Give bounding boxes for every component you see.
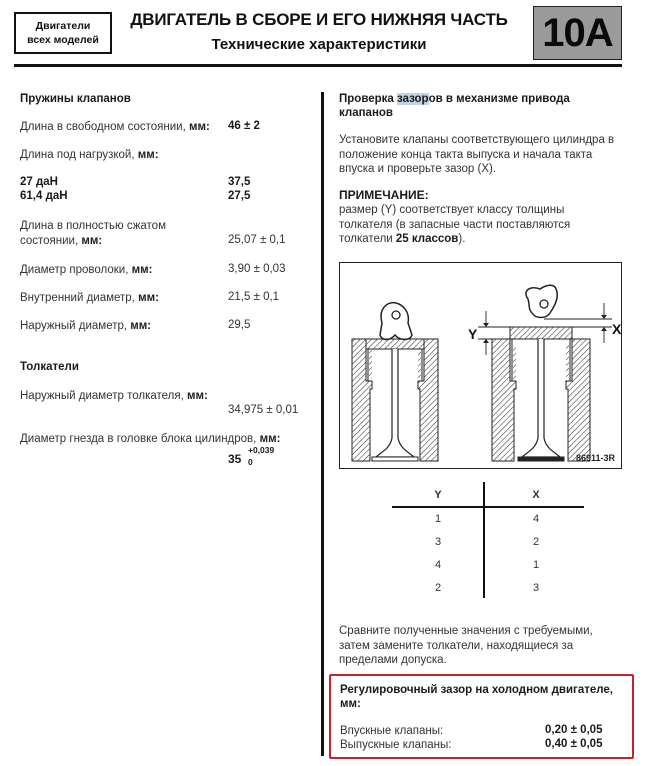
yx-table <box>388 480 588 600</box>
outer-diameter-label: Наружный диаметр, мм: <box>20 320 152 332</box>
table-cell: 3 <box>434 536 442 548</box>
springs-section-title: Пружины клапанов <box>20 93 131 105</box>
note-text: размер (Y) соответствует классу толщины толкателя (в запасные части поставляются толкатели 25 классов). <box>339 204 571 245</box>
table-cell: 1 <box>434 513 442 525</box>
bore-diameter-value: 35 <box>228 452 242 466</box>
compressed-length-value: 25,07 ± 0,1 <box>228 234 286 246</box>
table-cell: 1 <box>532 559 540 571</box>
table-cell: 4 <box>434 559 442 571</box>
table-cell: 3 <box>532 582 540 594</box>
exhaust-valves-value: 0,40 ± 0,05 <box>545 738 603 750</box>
load-force-2: 61,4 даН <box>20 190 68 202</box>
table-header-y: Y <box>434 489 442 501</box>
load-length-2: 27,5 <box>228 190 251 202</box>
page-title: ДВИГАТЕЛЬ В СБОРЕ И ЕГО НИЖНЯЯ ЧАСТЬ <box>130 10 508 29</box>
label-y: Y <box>468 326 478 342</box>
free-length-label: Длина в свободном состоянии, мм: <box>20 121 210 133</box>
table-horizontal-rule <box>392 506 584 508</box>
load-length-1: 37,5 <box>228 176 251 188</box>
free-length-value: 46 ± 2 <box>228 120 260 132</box>
cold-clearance-title: Регулировочный зазор на холодном двигателе, мм: <box>340 684 614 710</box>
highlighted-text: зазор <box>397 93 429 105</box>
note-title: ПРИМЕЧАНИЕ: <box>339 188 429 202</box>
load-force-1: 27 даН <box>20 176 58 188</box>
table-cell: 2 <box>434 582 442 594</box>
figure-code: 86911-3R <box>575 453 615 463</box>
load-length-label: Длина под нагрузкой, мм: <box>20 149 159 161</box>
table-cell: 2 <box>532 536 540 548</box>
header-rule <box>14 64 622 67</box>
tappets-section-title: Толкатели <box>20 361 79 373</box>
compressed-length-label: Длина в полностью сжатом состоянии, мм: <box>20 220 166 247</box>
compare-text: Сравните полученные значения с требуемыми, затем замените толкатели, находящиеся за пределами допуска. <box>339 625 593 666</box>
instruction-text: Установите клапаны соответствующего цилиндра в положение конца такта выпуска и начала такта впуска и проверьте зазор (X). <box>339 134 615 175</box>
bore-tolerance-lower: 0 <box>248 457 253 467</box>
table-header-x: X <box>532 489 540 501</box>
engine-models-badge <box>14 12 112 54</box>
section-code-badge: 10A <box>533 6 622 60</box>
table-vertical-rule <box>483 482 485 598</box>
badge-line-2: всех моделей <box>27 34 99 46</box>
right-valve-assembly <box>478 285 612 461</box>
left-valve-assembly <box>352 303 438 461</box>
wire-diameter-value: 3,90 ± 0,03 <box>228 263 286 275</box>
valve-clearance-diagram <box>339 262 622 469</box>
valve-diagram-svg <box>340 263 623 470</box>
clearance-check-title: Проверка зазоров в механизме привода клапанов <box>339 93 570 119</box>
exhaust-valves-label: Выпускные клапаны: <box>340 739 452 751</box>
tappet-outer-diameter-label: Наружный диаметр толкателя, мм: <box>20 390 208 402</box>
outer-diameter-value: 29,5 <box>228 319 251 331</box>
inner-diameter-label: Внутренний диаметр, мм: <box>20 292 159 304</box>
table-cell: 4 <box>532 513 540 525</box>
label-x: X <box>612 321 622 337</box>
cold-clearance-box <box>329 674 634 759</box>
inner-diameter-value: 21,5 ± 0,1 <box>228 291 280 303</box>
intake-valves-value: 0,20 ± 0,05 <box>545 724 603 736</box>
column-divider <box>321 92 324 756</box>
badge-line-1: Двигатели <box>35 20 91 32</box>
bore-diameter-label: Диаметр гнезда в головке блока цилиндров, мм: <box>20 433 281 445</box>
wire-diameter-label: Диаметр проволоки, мм: <box>20 264 153 276</box>
intake-valves-label: Впускные клапаны: <box>340 725 444 737</box>
page-subtitle: Технические характеристики <box>211 36 427 53</box>
bore-tolerance-upper: +0,039 <box>248 445 275 455</box>
tappet-outer-diameter-value: 34,975 ± 0,01 <box>228 404 299 416</box>
